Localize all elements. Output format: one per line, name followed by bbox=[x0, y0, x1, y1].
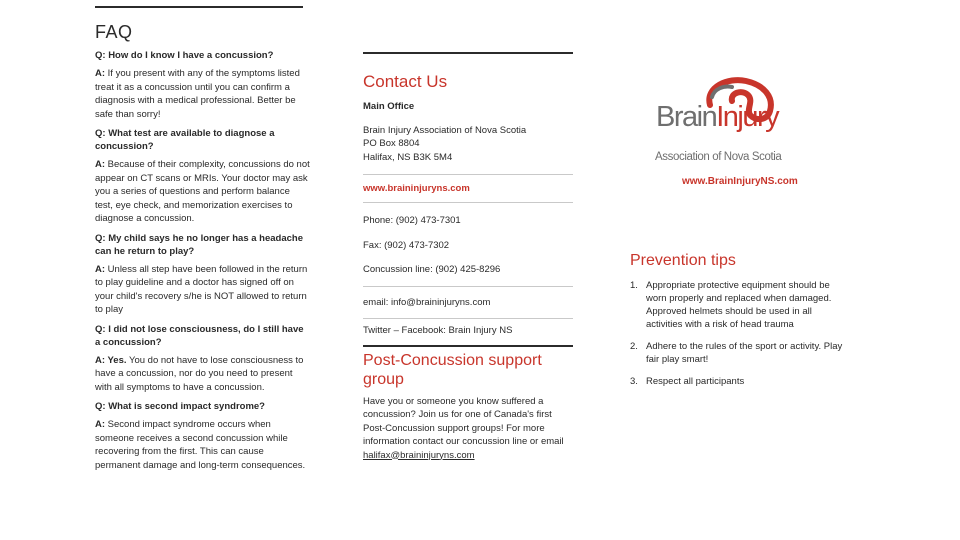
logo-url: www.BrainInjuryNS.com bbox=[682, 176, 798, 187]
fax-number: Fax: (902) 473-7302 bbox=[363, 239, 450, 251]
website-link[interactable]: www.braininjuryns.com bbox=[363, 183, 470, 194]
prevention-title: Prevention tips bbox=[630, 252, 736, 269]
faq-answer: A: Unless all step have been followed in the return to play guideline and a doctor has signed off on your child's recovery s/he is NOT allowed to return to play bbox=[95, 263, 308, 315]
logo-association-text: Association of Nova Scotia bbox=[655, 151, 782, 163]
concussion-line: Concussion line: (902) 425-8296 bbox=[363, 264, 501, 275]
contact-top-rule bbox=[363, 52, 573, 54]
main-office-label: Main Office bbox=[363, 101, 415, 112]
faq-top-rule bbox=[95, 6, 303, 8]
logo-wordmark bbox=[656, 101, 778, 134]
faq-question: Q: What is second impact syndrome? bbox=[95, 401, 265, 412]
prevention-section bbox=[630, 252, 850, 397]
tip-number: 1. bbox=[630, 280, 638, 291]
divider bbox=[363, 318, 573, 319]
tip-text: Adhere to the rules of the sport or activity. Play fair play smart! bbox=[646, 341, 843, 365]
prevention-tip bbox=[630, 279, 850, 331]
faq-question: Q: How do I know I have a concussion? bbox=[95, 50, 274, 61]
address-line: Halifax, NS B3K 5M4 bbox=[363, 151, 453, 163]
divider bbox=[363, 174, 573, 175]
address-block bbox=[363, 124, 573, 165]
support-email[interactable]: halifax@braininjuryns.com bbox=[363, 449, 475, 461]
prevention-tip bbox=[630, 375, 850, 388]
logo-injury-text: Injury bbox=[716, 101, 779, 133]
contact-column bbox=[363, 52, 573, 462]
social-handles[interactable]: Twitter – Facebook: Brain Injury NS bbox=[363, 325, 513, 336]
faq-item bbox=[95, 323, 310, 395]
support-top-rule bbox=[363, 345, 573, 347]
faq-answer: A: Yes. You do not have to lose consciousness to have a concussion, nor do you need to present with all symptoms to have a concussion. bbox=[95, 354, 304, 393]
address-line: PO Box 8804 bbox=[363, 138, 420, 149]
phone-number: Phone: (902) 473-7301 bbox=[363, 215, 461, 226]
support-title: Post-Concussion support group bbox=[363, 351, 542, 388]
faq-answer: A: Because of their complexity, concussions do not appear on CT scans or MRIs. Your doctor may ask you a series of questions and perform balance test, eye check, and memorization exercises to diagnose a concussion. bbox=[95, 159, 310, 224]
faq-answer: A: If you present with any of the symptoms listed treat it as a concussion until you can confirm a diagnosis with a medical professional. Better be safe than sorry! bbox=[95, 68, 300, 120]
faq-item bbox=[95, 127, 310, 226]
faq-item bbox=[95, 49, 310, 121]
faq-column bbox=[95, 0, 310, 478]
address-line: Brain Injury Association of Nova Scotia bbox=[363, 124, 527, 136]
support-text: Have you or someone you know suffered a concussion? Join us for one of Canada's first Post-Concussion support groups! For more information contact our concussion line or email bbox=[363, 395, 564, 447]
prevention-tip bbox=[630, 340, 850, 366]
tip-text: Appropriate protective equipment should be worn properly and replaced when damaged. Approved helmets should be used in all activities with a risk of head trauma bbox=[646, 280, 832, 330]
tip-number: 3. bbox=[630, 376, 638, 387]
tip-number: 2. bbox=[630, 341, 638, 352]
faq-question: Q: I did not lose consciousness, do I still have a concussion? bbox=[95, 323, 304, 348]
email-address[interactable]: email: info@braininjuryns.com bbox=[363, 296, 491, 308]
logo bbox=[650, 75, 800, 190]
divider bbox=[363, 202, 573, 203]
faq-question: Q: My child says he no longer has a headache can he return to play? bbox=[95, 232, 304, 257]
faq-item bbox=[95, 232, 310, 317]
logo-brain-text: Brain bbox=[656, 101, 717, 133]
tip-text: Respect all participants bbox=[646, 376, 745, 387]
faq-item bbox=[95, 400, 310, 472]
faq-answer: A: Second impact syndrome occurs when someone receives a second concussion while recovering from the first. This can cause permanent damage and long-term consequences. bbox=[95, 419, 306, 471]
contact-title: Contact Us bbox=[363, 72, 448, 91]
faq-title: FAQ bbox=[95, 22, 133, 42]
divider bbox=[363, 286, 573, 287]
faq-question: Q: What test are available to diagnose a concussion? bbox=[95, 128, 275, 152]
